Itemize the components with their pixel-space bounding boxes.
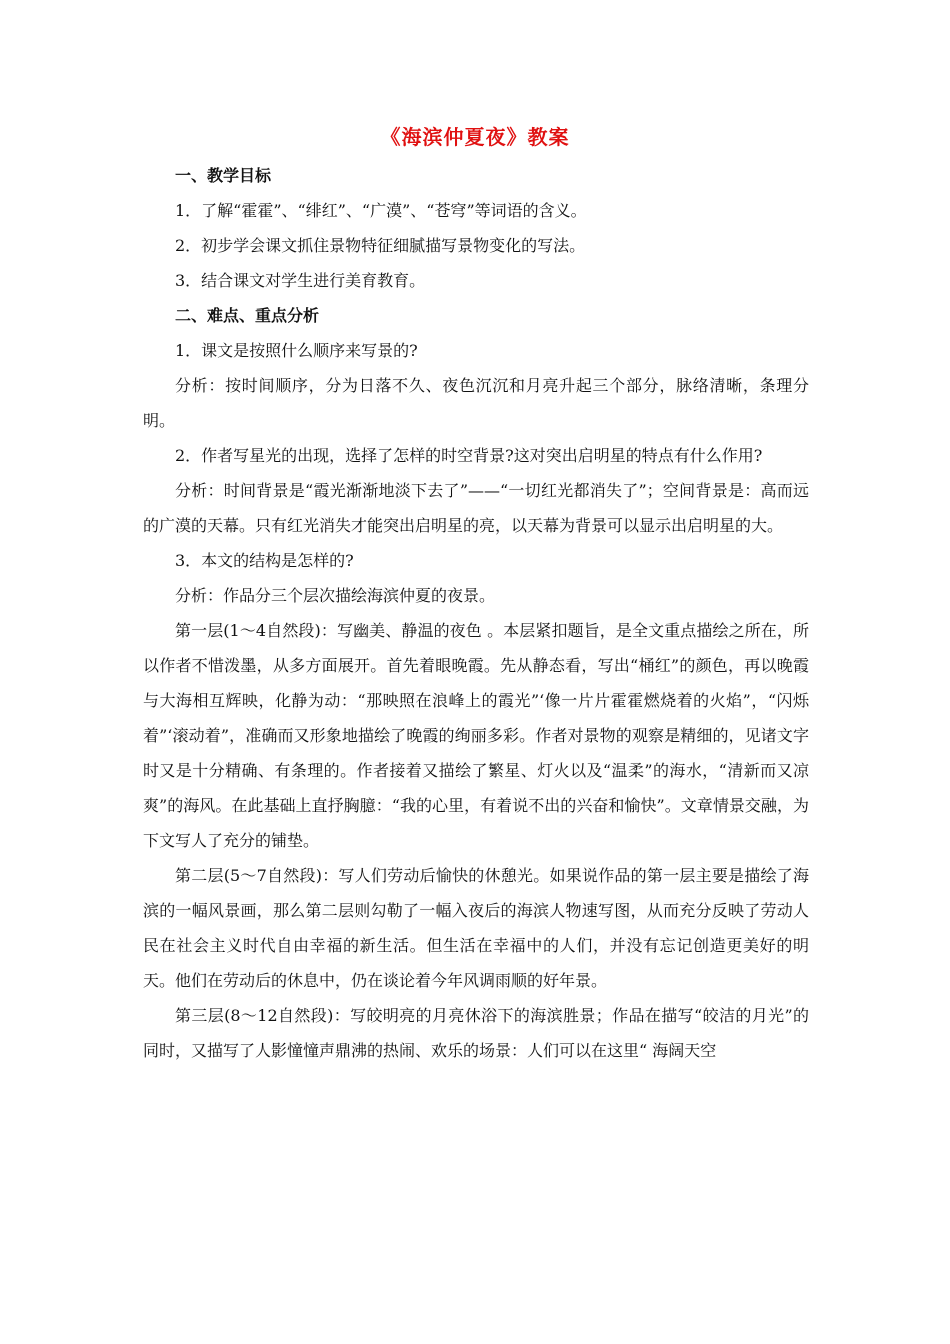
page-title: 《海滨仲夏夜》教案 — [380, 125, 570, 149]
question-paragraph: 3．本文的结构是怎样的? — [175, 551, 354, 570]
structure-layer-paragraph: 第三层(8～12自然段)：写皎明亮的月亮休浴下的海滨胜景；作品在描写“皎洁的月光”的同时，又描写了人影憧憧声鼎沸的热闹、欢乐的场景：人们可以在这里“ 海阔天空 — [143, 1006, 809, 1060]
question-paragraph: 2．作者写星光的出现，选择了怎样的时空背景?这对突出启明星的特点有什么作用? — [175, 446, 763, 465]
structure-layer-paragraph: 第二层(5～7自然段)：写人们劳动后愉快的休憩光。如果说作品的第一层主要是描绘了海滨的一幅风景画，那么第二层则勾勒了一幅入夜后的海滨人物速写图，从而充分反映了劳动人民在社会主义时代自由幸福的新生活。但生活在幸福中的人们，并没有忘记创造更美好的明天。他们在劳动后的休息中，仍在谈论着今年风调雨顺的好年景。 — [143, 866, 809, 990]
goal-item: 2．初步学会课文抓住景物特征细腻描写景物变化的写法。 — [175, 236, 586, 255]
section-heading-key-points: 二、难点、重点分析 — [175, 306, 320, 325]
analysis-paragraph: 分析：作品分三个层次描绘海滨仲夏的夜景。 — [175, 586, 496, 605]
analysis-paragraph: 分析：时间背景是“霞光渐渐地淡下去了”——“一切红光都消失了”；空间背景是：高而远的广漠的天幕。只有红光消失才能突出启明星的亮，以天幕为背景可以显示出启明星的大。 — [143, 481, 809, 535]
goal-item: 3．结合课文对学生进行美育教育。 — [175, 271, 426, 290]
structure-layer-paragraph: 第一层(1～4自然段)：写幽美、静温的夜色 。本层紧扣题旨，是全文重点描绘之所在，所以作者不惜泼墨，从多方面展开。首先着眼晚霞。先从静态看，写出“桶红”的颜色，再以晚霞与大海相互辉映，化静为动：“那映照在浪峰上的霞光”‘像一片片霍霍燃烧着的火焰”，“闪烁着”‘滚动着”，准确而又形象地描绘了晚霞的绚丽多彩。作者对景物的观察是精细的，见诸文字时又是十分精确、有条理的。作者接着又描绘了繁星、灯火以及“温柔”的海水，“清新而又凉爽”的海风。在此基础上直抒胸臆：“我的心里，有着说不出的兴奋和愉快”。文章情景交融，为下文写人了充分的铺垫。 — [143, 621, 809, 850]
section-heading-teaching-goals: 一、教学目标 — [175, 166, 272, 185]
analysis-paragraph: 分析：按时间顺序，分为日落不久、夜色沉沉和月亮升起三个部分，脉络清晰，条理分明。 — [143, 376, 809, 430]
question-paragraph: 1．课文是按照什么顺序来写景的? — [175, 341, 418, 360]
goal-item: 1．了解“霍霍”、“绯红”、“广漠”、“苍穹”等词语的含义。 — [175, 201, 587, 220]
document-body — [143, 158, 809, 1068]
